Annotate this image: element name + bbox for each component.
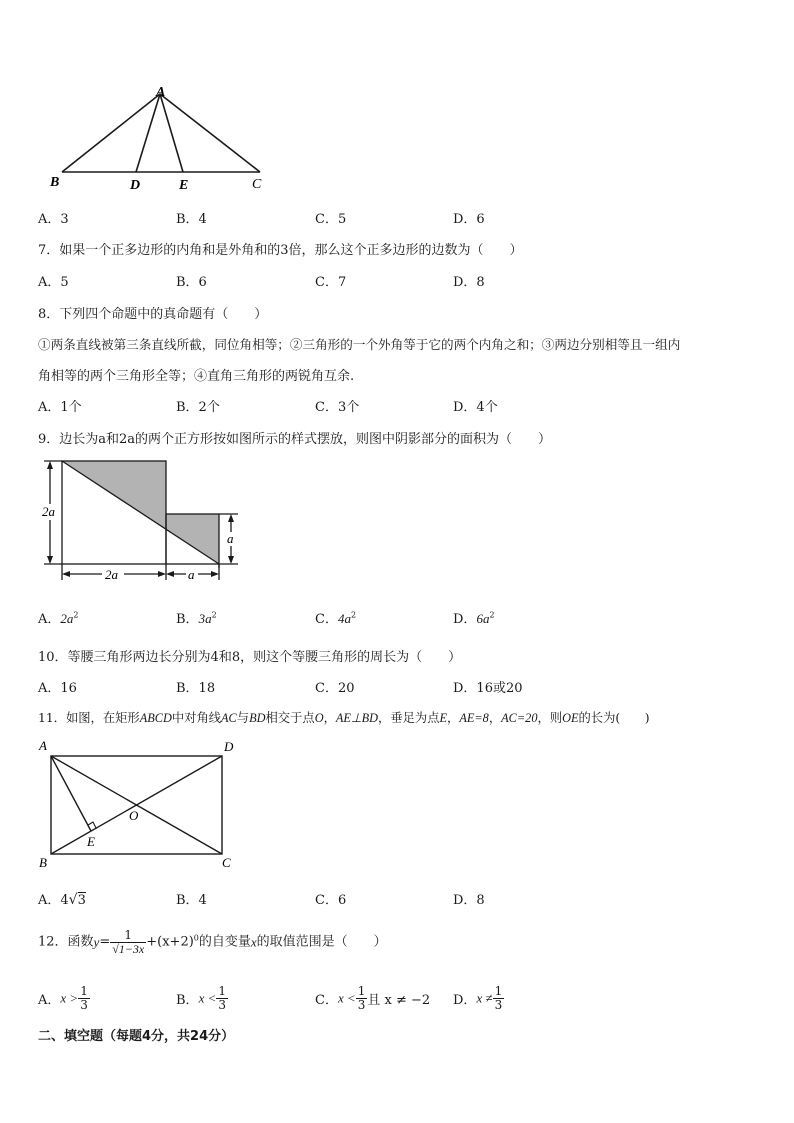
q12-option-a-prefix: A． — [38, 993, 61, 1008]
q9-option-a-exp: 2 — [73, 610, 79, 620]
section-heading: 二、填空题（每题4分，共24分） — [38, 1029, 235, 1044]
q11-text-5: ， — [323, 711, 336, 725]
q12-option-c — [315, 985, 430, 1012]
label-A: A — [39, 738, 47, 753]
q6-option-c: C．5 — [315, 212, 347, 227]
label-C: C — [222, 855, 231, 870]
q11-text-1: 11．如图，在矩形 — [38, 711, 140, 725]
q11-option-b: B．4 — [176, 893, 207, 908]
q8-option-d: D．4个 — [453, 400, 498, 415]
q8-line2: 角相等的两个三角形全等；④直角三角形的两锐角互余. — [38, 369, 355, 384]
q7-option-c: C．7 — [315, 275, 347, 290]
q11-text-2: 中对角线 — [171, 711, 222, 725]
q12-denominator: √1−3x — [112, 942, 145, 956]
q9-option-a-prefix: A． — [38, 612, 61, 627]
q12-option-b-frac — [216, 985, 228, 1012]
q11-aebd: AE⊥BD — [335, 711, 379, 725]
q8-line1: ①两条直线被第三条直线所截，同位角相等；②三角形的一个外角等于它的两个内角之和；③两边分别相等且一组内 — [38, 337, 681, 352]
q10-option-b: B．18 — [176, 681, 216, 696]
q9-option-a-value: 2a — [60, 611, 74, 626]
q12-option-c-frac — [356, 985, 368, 1012]
q12-option-d-num: 1 — [494, 984, 503, 998]
q12-option-a-frac — [78, 985, 90, 1012]
q11-ac: AC — [221, 711, 237, 725]
q6-option-b: B．4 — [176, 212, 207, 227]
q11-ac20: AC=20 — [501, 711, 538, 725]
q10-stem: 10．等腰三角形两边长分别为4和8，则这个等腰三角形的周长为（ ） — [38, 650, 462, 665]
label-bottom-a: a — [188, 567, 195, 582]
q9-option-d-prefix: D． — [453, 612, 477, 627]
q12-exp: 0 — [193, 933, 199, 943]
q9-option-b-prefix: B． — [176, 612, 199, 627]
q11-text-7: ， — [447, 711, 460, 725]
q7-option-a: A．5 — [38, 275, 69, 290]
q11-text-9: ，则 — [537, 711, 563, 725]
squares-figure — [38, 456, 248, 586]
label-D: D — [224, 739, 234, 754]
q9-option-b — [176, 608, 217, 627]
q12-option-a-rel: x > — [60, 990, 79, 1006]
q12-stem — [38, 929, 387, 956]
q12-option-b — [176, 985, 228, 1012]
sqrt-icon: √ — [68, 892, 78, 908]
q12-x: x — [250, 934, 257, 950]
q11-option-a-root: 3 — [77, 893, 86, 908]
q12-fraction — [110, 929, 146, 956]
q11-option-a-prefix: A．4 — [38, 893, 69, 908]
q11-bd: BD — [249, 711, 266, 725]
q9-option-c-exp: 2 — [350, 610, 357, 620]
q9-option-c-prefix: C． — [315, 612, 338, 627]
q12-option-c-prefix: C． — [315, 993, 338, 1008]
q12-prefix: 12．函数 — [38, 934, 94, 950]
label-B: B — [39, 855, 47, 870]
q12-eq: = — [99, 934, 111, 950]
q9-option-c-value: 4a — [337, 611, 351, 626]
q11-e: E — [439, 711, 448, 725]
triangle-figure — [40, 82, 280, 194]
q12-suffix2: 的取值范围是（ ） — [256, 934, 387, 950]
q9-option-a — [38, 608, 78, 627]
rectangle-figure — [36, 736, 246, 872]
q11-oe: OE — [562, 711, 579, 725]
q8-stem: 8．下列四个命题中的真命题有（ ） — [38, 307, 268, 322]
q12-option-d-prefix: D． — [453, 993, 477, 1008]
q10-option-c: C．20 — [315, 681, 355, 696]
q12-option-c-rel: x < — [337, 990, 356, 1006]
q11-option-a — [38, 889, 86, 908]
q9-option-d — [453, 608, 495, 627]
q12-option-c-num: 1 — [357, 984, 366, 998]
q11-option-d: D．8 — [453, 893, 485, 908]
q12-option-b-rel: x < — [198, 990, 217, 1006]
q12-option-d — [453, 985, 504, 1012]
q12-y: y — [93, 934, 100, 950]
q7-option-b: B．6 — [176, 275, 207, 290]
q11-stem — [38, 708, 650, 726]
q12-option-b-num: 1 — [218, 984, 226, 998]
q12-option-a-num: 1 — [80, 984, 88, 998]
q9-option-b-exp: 2 — [211, 610, 217, 620]
q9-option-d-exp: 2 — [489, 610, 495, 620]
q8-option-a: A．1个 — [38, 400, 82, 415]
q12-option-a-den: 3 — [80, 998, 88, 1012]
q12-plus: +(x+2) — [146, 934, 194, 950]
q11-text-6: ，垂足为点 — [378, 711, 440, 725]
q7-option-d: D．8 — [453, 275, 485, 290]
q9-option-d-value: 6a — [476, 611, 490, 626]
q9-stem: 9．边长为a和2a的两个正方形按如图所示的样式摆放，则图中阴影部分的面积为（ ） — [38, 432, 552, 447]
q12-suffix: 的自变量 — [198, 934, 251, 950]
label-B: B — [50, 175, 60, 190]
q11-option-c: C．6 — [315, 893, 347, 908]
q9-option-c — [315, 608, 356, 627]
label-left-2a: 2a — [42, 504, 55, 519]
q10-option-a: A．16 — [38, 681, 77, 696]
label-C: C — [252, 177, 262, 192]
q12-option-a — [38, 985, 90, 1012]
q6-option-a: A．3 — [38, 212, 69, 227]
q8-option-b: B．2个 — [176, 400, 220, 415]
q11-text-3: 与 — [236, 711, 250, 725]
label-E: E — [87, 834, 95, 849]
q10-option-d: D．16或20 — [453, 681, 523, 696]
q12-option-d-rel: x ≠ — [476, 990, 493, 1006]
label-right-a: a — [227, 531, 234, 546]
q12-numerator: 1 — [110, 929, 146, 943]
q7-stem: 7．如果一个正多边形的内角和是外角和的3倍，那么这个正多边形的边数为（ ） — [38, 243, 523, 258]
label-A: A — [156, 85, 166, 100]
q12-option-d-frac — [493, 985, 505, 1012]
q11-text-4: 相交于点 — [265, 711, 315, 725]
q9-option-b-value: 3a — [198, 611, 212, 626]
label-O: O — [129, 808, 139, 823]
q11-o: O — [314, 711, 324, 725]
label-bottom-2a: 2a — [105, 567, 118, 582]
q8-option-c: C．3个 — [315, 400, 360, 415]
q11-ae8: AE=8 — [459, 711, 489, 725]
label-E: E — [179, 178, 189, 193]
q6-option-d: D．6 — [453, 212, 485, 227]
q11-text-8: ， — [488, 711, 502, 725]
q12-option-b-prefix: B． — [176, 993, 199, 1008]
q12-option-d-den: 3 — [494, 998, 503, 1012]
q12-option-c-den: 3 — [357, 998, 366, 1012]
q11-abcd: ABCD — [139, 711, 172, 725]
q12-option-b-den: 3 — [218, 998, 226, 1012]
q12-option-c-tail: 且 x ≠ −2 — [367, 993, 431, 1008]
label-D: D — [130, 178, 141, 193]
q11-text-10: 的长为( ) — [578, 711, 650, 725]
